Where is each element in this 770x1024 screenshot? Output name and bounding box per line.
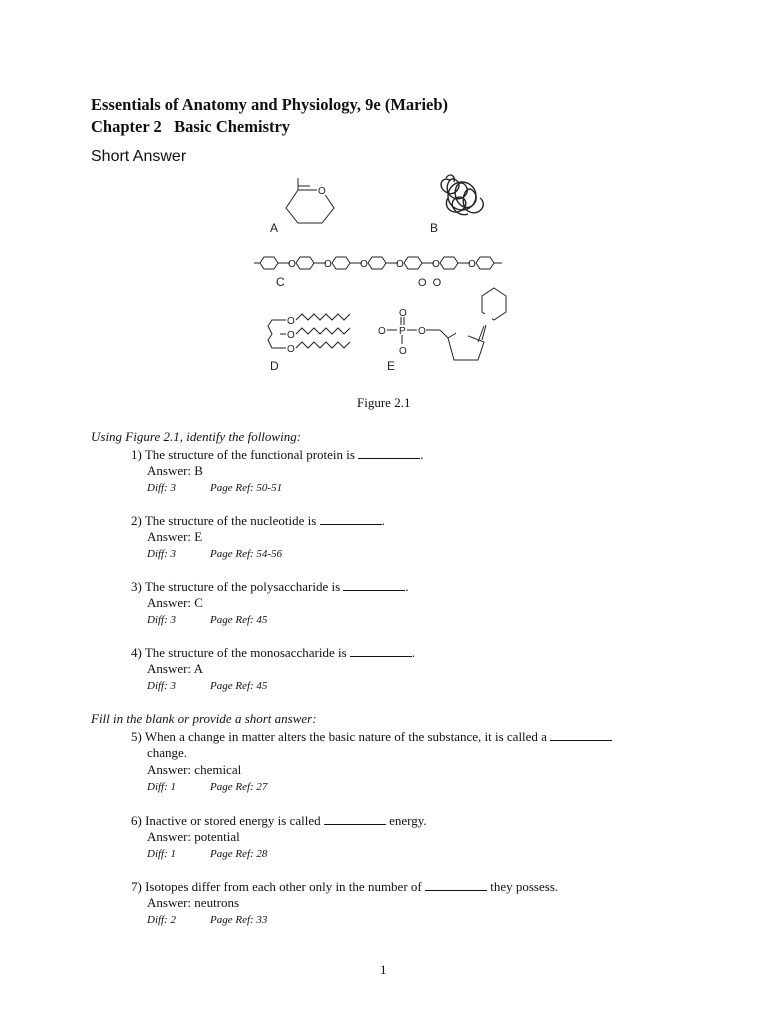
atom-o: O — [360, 259, 368, 270]
question-5-continuation: change. — [147, 745, 188, 760]
book-title: Essentials of Anatomy and Physiology, 9e (Marieb) — [91, 95, 449, 114]
structure-b-protein — [441, 175, 483, 215]
atom-p: P — [399, 326, 406, 337]
answer-7: Answer: neutrons — [147, 895, 240, 910]
atom-o: O — [399, 346, 407, 357]
answer-4: Answer: A — [147, 661, 203, 676]
meta-1: Diff: 3 Page Ref: 50-51 — [147, 482, 283, 494]
atom-o: O — [287, 316, 295, 327]
answer-5: Answer: chemical — [147, 762, 242, 777]
section-title: Short Answer — [91, 148, 187, 165]
meta-3: Diff: 3 Page Ref: 45 — [147, 614, 268, 626]
atom-o: O — [468, 259, 476, 270]
answer-2: Answer: E — [147, 529, 203, 544]
instructions-part-1: Using Figure 2.1, identify the following: — [91, 429, 302, 444]
question-2: 2) The structure of the nucleotide is . — [131, 513, 385, 528]
label-c: C — [276, 275, 285, 289]
question-7: 7) Isotopes differ from each other only in the number of they possess. — [131, 879, 559, 894]
answer-blank — [320, 513, 382, 525]
instructions-part-2: Fill in the blank or provide a short answer: — [91, 711, 317, 726]
meta-5: Diff: 1 Page Ref: 27 — [147, 781, 268, 793]
answer-6: Answer: potential — [147, 829, 240, 844]
atom-o: O — [418, 326, 426, 337]
atom-o: O — [288, 259, 296, 270]
meta-4: Diff: 3 Page Ref: 45 — [147, 680, 268, 692]
answer-blank — [358, 447, 420, 459]
structure-c-polysaccharide — [254, 257, 502, 270]
atom-o: O — [287, 330, 295, 341]
answer-blank — [550, 729, 612, 741]
figure-2-1 — [250, 168, 520, 378]
meta-7: Diff: 2 Page Ref: 33 — [147, 914, 268, 926]
figure-caption: Figure 2.1 — [357, 395, 411, 410]
atom-o: O — [318, 186, 326, 197]
oo-label: O O — [418, 277, 442, 289]
answer-3: Answer: C — [147, 595, 203, 610]
answer-1: Answer: B — [147, 463, 203, 478]
structure-d-lipid — [268, 314, 350, 355]
label-d: D — [270, 359, 279, 373]
question-6: 6) Inactive or stored energy is called energy. — [131, 813, 427, 828]
label-b: B — [430, 221, 439, 235]
atom-o: O — [396, 259, 404, 270]
question-4: 4) The structure of the monosaccharide is . — [131, 645, 416, 660]
meta-2: Diff: 3 Page Ref: 54-56 — [147, 548, 283, 560]
answer-blank — [350, 645, 412, 657]
atom-o: O — [287, 344, 295, 355]
answer-blank — [425, 879, 487, 891]
question-1: 1) The structure of the functional protein is . — [131, 447, 424, 462]
atom-o: O — [378, 326, 386, 337]
atom-o: O — [432, 259, 440, 270]
answer-blank — [324, 813, 386, 825]
structure-a-monosaccharide — [286, 178, 334, 223]
question-3: 3) The structure of the polysaccharide is . — [131, 579, 409, 594]
page-number: 1 — [380, 962, 387, 977]
label-a: A — [270, 221, 279, 235]
atom-o: O — [324, 259, 332, 270]
answer-blank — [343, 579, 405, 591]
label-e: E — [387, 359, 396, 373]
structure-e-nucleotide — [378, 288, 506, 360]
question-5: 5) When a change in matter alters the basic nature of the substance, it is called a — [131, 728, 612, 745]
atom-o: O — [399, 308, 407, 319]
meta-6: Diff: 1 Page Ref: 28 — [147, 848, 268, 860]
chapter-title: Chapter 2 Basic Chemistry — [91, 117, 291, 136]
